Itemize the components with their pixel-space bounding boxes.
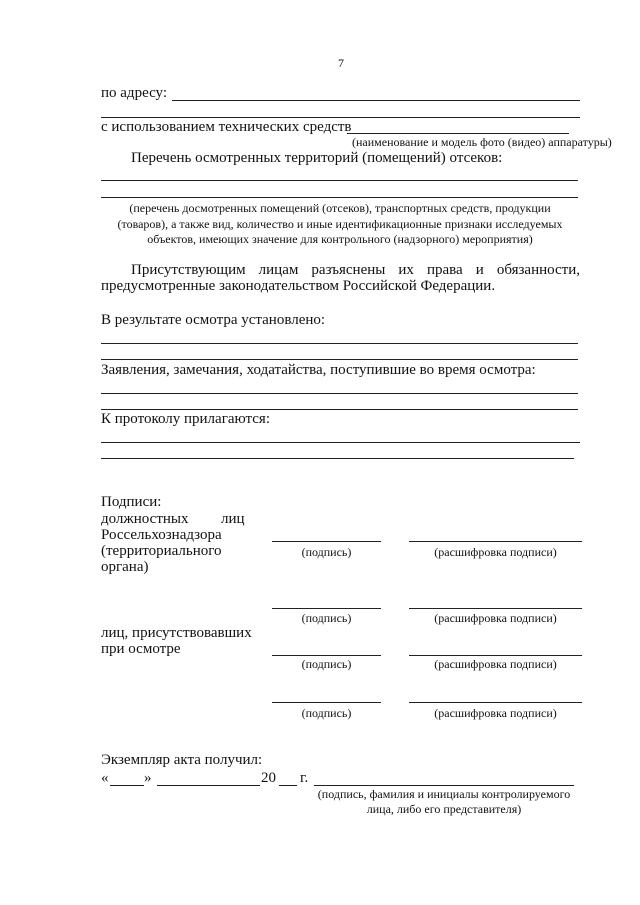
result-line-2: [101, 359, 578, 360]
decode-line-4: [409, 702, 582, 703]
tech-line: [347, 133, 569, 134]
attachments-line-1: [101, 442, 580, 443]
territories-note-2: (товаров), а также вид, количество и иные идентификационные признаки исследуемых: [117, 217, 563, 231]
decode-label-4: (расшифровка подписи): [434, 706, 557, 720]
signature-label-2: (подпись): [301, 611, 352, 625]
signature-line-1: [272, 541, 381, 542]
territories-line-2: [101, 197, 578, 198]
officials-word-2: лиц: [221, 511, 245, 527]
decode-label-1: (расшифровка подписи): [434, 545, 557, 559]
date-close-quote: »: [144, 770, 152, 786]
result-label: В результате осмотра установлено:: [101, 312, 326, 328]
date-open-quote: «: [101, 770, 109, 786]
date-year-suffix: г.: [300, 770, 309, 786]
decode-label-3: (расшифровка подписи): [434, 657, 557, 671]
signature-label-3: (подпись): [301, 657, 352, 671]
address-label: по адресу:: [101, 85, 168, 101]
present-persons-line-2: при осмотре: [101, 641, 181, 657]
copy-received-label: Экземпляр акта получил:: [101, 752, 263, 768]
address-line: [172, 100, 580, 101]
statements-line-2: [101, 409, 578, 410]
territories-note-3: объектов, имеющих значение для контрольного (надзорного) мероприятия): [147, 232, 533, 246]
territories-note-1: (перечень досмотренных помещений (отсеков), транспортных средств, продукции: [129, 201, 551, 215]
attachments-line-2: [101, 458, 574, 459]
date-year-line: [279, 785, 297, 786]
tech-label: с использованием технических средств: [101, 119, 352, 135]
decode-line-3: [409, 655, 582, 656]
date-year-prefix: 20: [261, 770, 276, 786]
signature-label-1: (подпись): [301, 545, 352, 559]
rights-paragraph-line-1: Присутствующим лицам разъяснены их права и обязанности,: [131, 262, 580, 278]
receiver-signature-line: [314, 785, 574, 786]
decode-line-2: [409, 608, 582, 609]
decode-line-1: [409, 541, 582, 542]
officials-word-1: должностных: [101, 511, 189, 527]
signature-line-4: [272, 702, 381, 703]
present-persons-line-1: лиц, присутствовавших: [101, 625, 252, 641]
decode-label-2: (расшифровка подписи): [434, 611, 557, 625]
receiver-note-1: (подпись, фамилия и инициалы контролируемого: [317, 787, 571, 801]
receiver-note-2: лица, либо его представителя): [366, 802, 522, 816]
address-line-2: [101, 117, 580, 118]
date-month-line: [157, 785, 260, 786]
officials-line-4: органа): [101, 559, 149, 575]
officials-line-3: (территориального: [101, 543, 222, 559]
signature-line-3: [272, 655, 381, 656]
rights-paragraph-line-2: предусмотренные законодательством Российской Федерации.: [101, 278, 496, 294]
tech-note: (наименование и модель фото (видео) аппаратуры): [352, 135, 612, 149]
page-number: 7: [338, 56, 344, 70]
territories-label: Перечень осмотренных территорий (помещений) отсеков:: [131, 150, 503, 166]
attachments-label: К протоколу прилагаются:: [101, 411, 270, 427]
signature-label-4: (подпись): [301, 706, 352, 720]
statements-label: Заявления, замечания, ходатайства, поступившие во время осмотра:: [101, 362, 536, 378]
territories-line-1: [101, 180, 578, 181]
signatures-heading: Подписи:: [101, 494, 162, 510]
signature-line-2: [272, 608, 381, 609]
officials-line-2: Россельхознадзора: [101, 527, 222, 543]
statements-line-1: [101, 393, 578, 394]
result-line-1: [101, 343, 578, 344]
date-day-line: [110, 785, 144, 786]
